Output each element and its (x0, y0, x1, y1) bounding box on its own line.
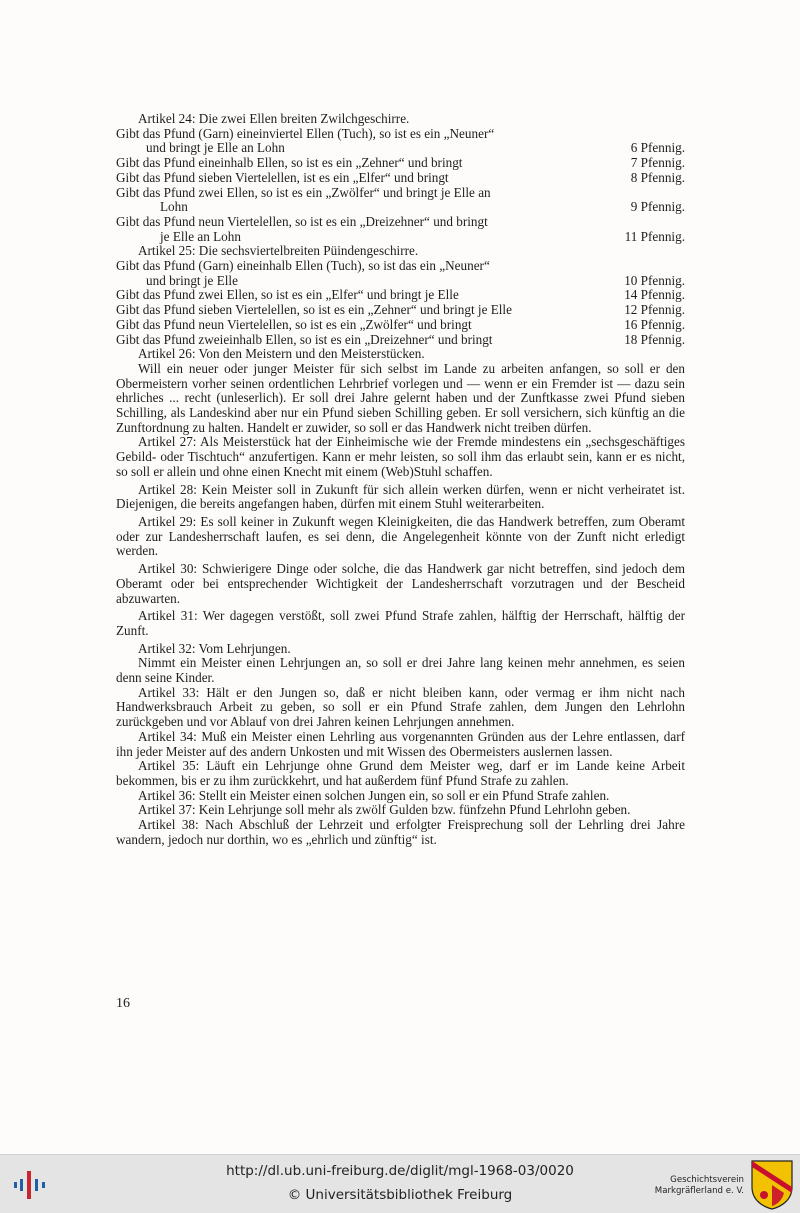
copyright-notice: © Universitätsbibliothek Freiburg (287, 1187, 513, 1203)
tariff-line (116, 230, 685, 245)
tariff-line (116, 288, 685, 303)
article-paragraph: Will ein neuer oder junger Meister für sich selbst im Lande zu arbeiten anfangen, so soll er den Obermeistern vorher seinen ordentlichen Lehrbrief vorlegen und — wenn er ein Fremder ist — dazu sein ehrliches ... recht (unleserlich). Er soll drei Jahre gelernt haben und der Zunftkasse zwei Pfund sieben Schilling, als Landeskind aber nur ein Pfund sieben Schilling geben. Er soll versichern, sich künftig an die Zunftordnung zu halten. Handelt er zuwider, so soll er das Handwerk nicht treiben dürfen. (116, 360, 685, 435)
tariff-line (116, 171, 685, 186)
text-line: Gibt das Pfund neun Viertelellen, so ist es ein „Dreizehner“ und bringt (116, 214, 488, 229)
page-text (116, 112, 685, 847)
tariff-amount: 11 Pfennig. (624, 228, 685, 244)
society-name-line1: Geschichtsverein (670, 1175, 744, 1185)
society-name (636, 1175, 744, 1197)
article-heading: Artikel 26: Von den Meistern und den Meisterstücken. (138, 347, 425, 362)
tariff-line (116, 318, 685, 333)
article-paragraphs (116, 362, 685, 848)
article-paragraph: Artikel 37: Kein Lehrjunge soll mehr als zwölf Gulden bzw. fünfzehn Pfund Lehrlohn geben. (138, 802, 631, 818)
tariff-text: Gibt das Pfund neun Viertelellen, so ist es ein „Zwölfer“ und bringt (116, 316, 472, 332)
tariff-amount: 14 Pfennig. (624, 287, 685, 303)
article-paragraph: Artikel 38: Nach Abschluß der Lehrzeit und erfolgter Freisprechung soll der Lehrling drei Jahre wandern, jedoch nur dorthin, wo es „ehrlich und zünftig“ ist. (116, 817, 685, 847)
tariff-text: Gibt das Pfund eineinhalb Ellen, so ist es ein „Zehner“ und bringt (116, 155, 463, 171)
digital-library-url-link[interactable]: http://dl.ub.uni-freiburg.de/diglit/mgl-1968-03/0020 (226, 1163, 574, 1179)
tariff-amount: 9 Pfennig. (630, 199, 685, 215)
article-paragraph: Artikel 36: Stellt ein Meister einen solchen Jungen ein, so soll er ein Pfund Strafe zahlen. (138, 787, 610, 803)
article-paragraph: Artikel 32: Vom Lehrjungen. (138, 640, 291, 656)
tariff-line (116, 200, 685, 215)
page-number: 16 (116, 996, 130, 1011)
article-paragraph: Artikel 33: Hält er den Jungen so, daß er nicht bleiben kann, oder vermag er ihm nicht nach Handwerksbrauch Arbeit zu geben, so soll er ein Pfund Strafe zahlen, dem Jungen den Lehrlohn zurückgeben und vor Ablauf von drei Jahren keinen Lehrjungen annehmen. (116, 684, 685, 730)
article-paragraph: Artikel 29: Es soll keiner in Zukunft wegen Kleinigkeiten, die das Handwerk betreffen, zum Oberamt oder zur Landesherrschaft laufen, es sei denn, die Angelegenheit könnte von der Zunft nicht erledigt werden. (116, 513, 685, 559)
tariff-line (116, 303, 685, 318)
article-paragraph: Artikel 34: Muß ein Meister einen Lehrling aus vorgenannten Gründen aus der Lehre entlassen, darf ihn jeder Meister auf des andern Unkosten und mit Wissen des Obermeisters auslernen lassen. (116, 728, 685, 759)
article-paragraph: Artikel 28: Kein Meister soll in Zukunft für sich allein werken dürfen, wenn er nicht verheiratet ist. Diejenigen, die bereits angefangen haben, dürfen mit einem Stuhl weiterarbeiten. (116, 481, 685, 512)
tariff-amount: 18 Pfennig. (624, 331, 685, 347)
tariff-amount: 16 Pfennig. (624, 316, 685, 332)
article-paragraph: Artikel 31: Wer dagegen verstößt, soll zwei Pfund Strafe zahlen, hälftig der Herrschaft, hälftig der Zunft. (116, 608, 685, 638)
tariff-text: Gibt das Pfund sieben Viertelellen, ist es ein „Elfer“ und bringt (116, 169, 449, 185)
tariff-text: Gibt das Pfund zwei Ellen, so ist es ein „Elfer“ und bringt je Elle (116, 287, 459, 303)
tariff-text: und bringt je Elle an Lohn (146, 140, 285, 156)
article-heading: Artikel 24: Die zwei Ellen breiten Zwilchgeschirre. (138, 112, 410, 126)
tariff-line (116, 141, 685, 156)
text-line: Gibt das Pfund zwei Ellen, so ist es ein „Zwölfer“ und bringt je Elle an (116, 185, 491, 200)
tariff-line (116, 333, 685, 348)
article-paragraph: Artikel 27: Als Meisterstück hat der Einheimische wie der Fremde mindestens ein „sechsgeschäftiges Gebild- oder Tischtuch“ anzufertigen. Kann er mehr leisten, so soll ihm das erlaubt sein, kann er es nicht, so soll er allein und ohne einen Knecht mit einem (Web)Stuhl schaffen. (116, 434, 685, 479)
tariff-amount: 7 Pfennig. (630, 155, 685, 171)
tariff-text: je Elle an Lohn (160, 228, 241, 244)
tariff-line (116, 274, 685, 289)
tariff-text: und bringt je Elle (146, 272, 238, 288)
coat-of-arms-icon[interactable] (750, 1159, 794, 1211)
tariff-amount: 10 Pfennig. (624, 272, 685, 288)
text-line: Gibt das Pfund (Garn) eineinviertel Ellen (Tuch), so ist es ein „Neuner“ (116, 126, 495, 141)
tariff-text: Lohn (160, 199, 188, 215)
tariff-amount: 8 Pfennig. (630, 169, 685, 185)
article-heading: Artikel 25: Die sechsviertelbreiten Püindengeschirre. (138, 244, 419, 259)
tariff-text: Gibt das Pfund zweieinhalb Ellen, so ist es ein „Dreizehner“ und bringt (116, 331, 493, 347)
tariff-line (116, 156, 685, 171)
footer-bar (0, 1154, 800, 1213)
tariff-amount: 6 Pfennig. (630, 140, 685, 156)
society-name-line2: Markgräflerland e. V. (654, 1186, 744, 1196)
text-line: Gibt das Pfund (Garn) eineinhalb Ellen (Tuch), so ist das ein „Neuner“ (116, 259, 490, 274)
article-paragraph: Nimmt ein Meister einen Lehrjungen an, so soll er drei Jahre lang keinen mehr annehmen, es seien denn seine Kinder. (116, 655, 685, 686)
tariff-text: Gibt das Pfund sieben Viertelellen, so ist es ein „Zehner“ und bringt je Elle (116, 302, 512, 318)
tariff-section (116, 112, 685, 362)
tariff-amount: 12 Pfennig. (624, 302, 685, 318)
article-paragraph: Artikel 35: Läuft ein Lehrjunge ohne Grund dem Meister weg, darf er im Lande keine Arbeit bekommen, bis er zu ihm zurückkehrt, und hat außerdem fünf Pfund Strafe zu zahlen. (116, 758, 685, 788)
article-paragraph: Artikel 30: Schwierigere Dinge oder solche, die das Handwerk gar nicht betreffen, sind jedoch dem Oberamt oder bei entsprechender Wichtigkeit der Landesherrschaft vorzutragen und der Bescheid abzuwarten. (116, 561, 685, 606)
